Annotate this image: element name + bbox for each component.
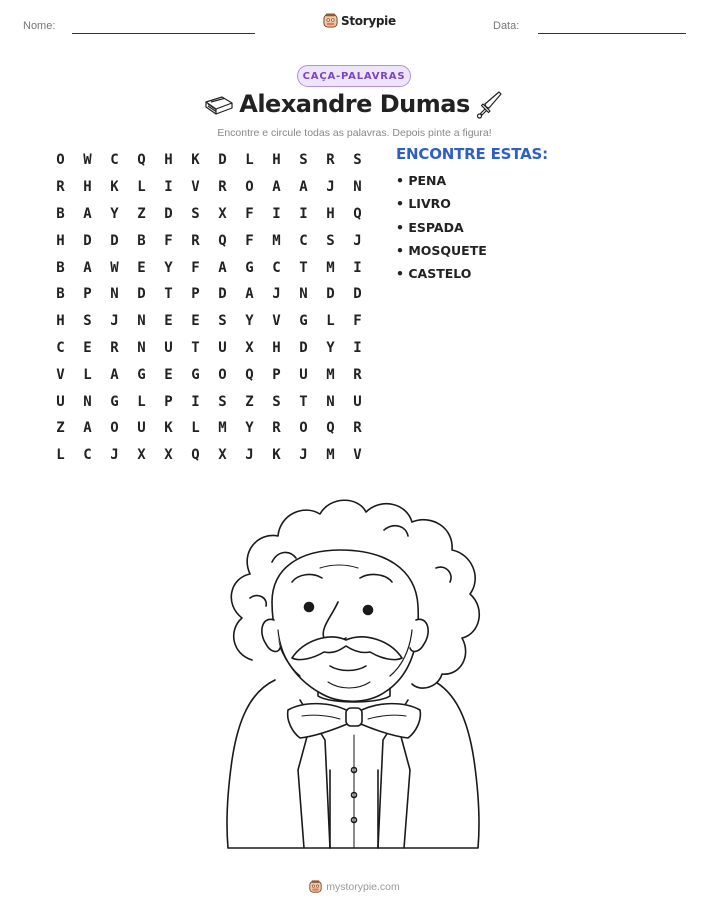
grid-cell[interactable]: A xyxy=(110,366,119,383)
grid-cell[interactable]: H xyxy=(56,232,65,249)
grid-cell[interactable]: W xyxy=(110,259,119,276)
grid-cell[interactable]: U xyxy=(137,420,146,437)
grid-cell[interactable]: D xyxy=(326,286,335,303)
grid-cell[interactable]: I xyxy=(353,259,362,276)
grid-cell[interactable]: X xyxy=(218,447,227,464)
grid-cell[interactable]: Y xyxy=(245,420,254,437)
grid-cell[interactable]: M xyxy=(326,366,335,383)
grid-cell[interactable]: I xyxy=(191,393,200,410)
grid-cell[interactable]: X xyxy=(137,447,146,464)
grid-cell[interactable]: I xyxy=(164,179,173,196)
name-label: Nome: xyxy=(23,20,56,32)
grid-cell[interactable]: Y xyxy=(326,339,335,356)
grid-cell[interactable]: N xyxy=(137,339,146,356)
grid-cell[interactable]: U xyxy=(299,366,308,383)
grid-cell[interactable]: G xyxy=(191,366,200,383)
grid-cell[interactable]: C xyxy=(110,152,119,169)
grid-cell[interactable]: D xyxy=(299,339,308,356)
grid-cell[interactable]: X xyxy=(164,447,173,464)
grid-cell[interactable]: D xyxy=(83,232,92,249)
footer-url[interactable]: mystorypie.com xyxy=(326,880,400,893)
grid-cell[interactable]: E xyxy=(164,366,173,383)
grid-cell[interactable]: V xyxy=(191,179,200,196)
grid-cell[interactable]: U xyxy=(218,339,227,356)
grid-cell[interactable]: O xyxy=(299,420,308,437)
word-item: • MOSQUETE xyxy=(396,242,487,258)
grid-cell[interactable]: D xyxy=(218,152,227,169)
grid-cell[interactable]: N xyxy=(137,313,146,330)
grid-cell[interactable]: I xyxy=(299,205,308,222)
grid-cell[interactable]: H xyxy=(164,152,173,169)
grid-cell[interactable]: A xyxy=(218,259,227,276)
grid-cell[interactable]: B xyxy=(56,286,65,303)
grid-cell[interactable]: F xyxy=(191,259,200,276)
grid-cell[interactable]: H xyxy=(83,179,92,196)
grid-cell[interactable]: E xyxy=(83,339,92,356)
grid-cell[interactable]: H xyxy=(272,339,281,356)
grid-cell[interactable]: Z xyxy=(137,205,146,222)
grid-cell[interactable]: R xyxy=(353,366,362,383)
grid-cell[interactable]: D xyxy=(218,286,227,303)
grid-cell[interactable]: T xyxy=(191,339,200,356)
grid-cell[interactable]: P xyxy=(272,366,281,383)
grid-cell[interactable]: M xyxy=(326,259,335,276)
grid-cell[interactable]: H xyxy=(326,205,335,222)
grid-cell[interactable]: L xyxy=(245,152,254,169)
grid-cell[interactable]: O xyxy=(56,152,65,169)
grid-cell[interactable]: T xyxy=(299,393,308,410)
brand-logo xyxy=(323,13,396,28)
grid-cell[interactable]: B xyxy=(56,205,65,222)
word-list-title: ENCONTRE ESTAS: xyxy=(396,145,548,163)
grid-cell[interactable]: G xyxy=(299,313,308,330)
grid-cell[interactable]: L xyxy=(56,447,65,464)
grid-cell[interactable]: F xyxy=(353,313,362,330)
grid-cell[interactable]: N xyxy=(326,393,335,410)
word-list xyxy=(396,172,487,288)
grid-cell[interactable]: L xyxy=(137,179,146,196)
grid-cell[interactable]: N xyxy=(83,393,92,410)
grid-cell[interactable]: V xyxy=(272,313,281,330)
grid-cell[interactable]: A xyxy=(83,205,92,222)
grid-cell[interactable]: R xyxy=(272,420,281,437)
brand-name: Storypie xyxy=(341,13,396,28)
grid-cell[interactable]: J xyxy=(245,447,254,464)
grid-cell[interactable]: F xyxy=(245,232,254,249)
date-field-line[interactable] xyxy=(538,33,686,34)
grid-cell[interactable]: E xyxy=(191,313,200,330)
grid-cell[interactable]: G xyxy=(245,259,254,276)
grid-cell[interactable]: U xyxy=(164,339,173,356)
grid-cell[interactable]: E xyxy=(164,313,173,330)
grid-cell[interactable]: A xyxy=(299,179,308,196)
grid-cell[interactable]: K xyxy=(191,152,200,169)
grid-cell[interactable]: F xyxy=(245,205,254,222)
grid-cell[interactable]: W xyxy=(83,152,92,169)
grid-cell[interactable]: G xyxy=(110,393,119,410)
grid-cell[interactable]: H xyxy=(56,313,65,330)
grid-cell[interactable]: V xyxy=(353,447,362,464)
grid-cell[interactable]: S xyxy=(218,393,227,410)
grid-cell[interactable]: S xyxy=(353,152,362,169)
grid-cell[interactable]: N xyxy=(353,179,362,196)
grid-cell[interactable]: U xyxy=(56,393,65,410)
grid-cell[interactable]: Z xyxy=(245,393,254,410)
grid-cell[interactable]: D xyxy=(164,205,173,222)
grid-cell[interactable]: X xyxy=(218,205,227,222)
grid-cell[interactable]: N xyxy=(299,286,308,303)
grid-cell[interactable]: C xyxy=(83,447,92,464)
grid-cell[interactable]: S xyxy=(326,232,335,249)
grid-cell[interactable]: O xyxy=(218,366,227,383)
grid-cell[interactable]: P xyxy=(164,393,173,410)
grid-cell[interactable]: M xyxy=(272,232,281,249)
grid-cell[interactable]: R xyxy=(218,179,227,196)
grid-cell[interactable]: I xyxy=(272,205,281,222)
word-item: • PENA xyxy=(396,173,447,188)
grid-cell[interactable]: J xyxy=(299,447,308,464)
grid-cell[interactable]: Y xyxy=(164,259,173,276)
footer xyxy=(0,880,709,893)
word-item: • CASTELO xyxy=(396,266,472,282)
grid-cell[interactable]: S xyxy=(191,205,200,222)
storypie-logo-icon xyxy=(323,13,338,28)
grid-cell[interactable]: D xyxy=(110,232,119,249)
grid-cell[interactable]: D xyxy=(353,286,362,303)
word-item: • ESPADA xyxy=(396,219,464,235)
instructions: Encontre e circule todas as palavras. Depois pinte a figura! xyxy=(217,127,492,139)
grid-cell[interactable]: Q xyxy=(326,420,335,437)
grid-cell[interactable]: A xyxy=(245,286,254,303)
grid-cell[interactable]: S xyxy=(218,313,227,330)
grid-cell[interactable]: L xyxy=(326,313,335,330)
date-label: Data: xyxy=(493,20,520,32)
grid-cell[interactable]: Y xyxy=(245,313,254,330)
grid-cell[interactable]: P xyxy=(191,286,200,303)
grid-cell[interactable]: L xyxy=(137,393,146,410)
grid-cell[interactable]: M xyxy=(218,420,227,437)
grid-cell[interactable]: C xyxy=(272,259,281,276)
grid-cell[interactable]: B xyxy=(56,259,65,276)
grid-cell[interactable]: J xyxy=(353,232,362,249)
grid-cell[interactable]: Q xyxy=(245,366,254,383)
grid-cell[interactable]: S xyxy=(83,313,92,330)
grid-cell[interactable]: R xyxy=(191,232,200,249)
name-field-line[interactable] xyxy=(72,33,255,34)
grid-cell[interactable]: V xyxy=(56,366,65,383)
grid-cell[interactable]: R xyxy=(110,339,119,356)
grid-cell[interactable]: Q xyxy=(137,152,146,169)
grid-cell[interactable]: I xyxy=(353,339,362,356)
grid-cell[interactable]: S xyxy=(299,152,308,169)
activity-badge: CAÇA-PALAVRAS xyxy=(297,65,411,87)
grid-cell[interactable]: U xyxy=(353,393,362,410)
grid-cell[interactable]: A xyxy=(83,259,92,276)
grid-cell[interactable]: R xyxy=(353,420,362,437)
grid-cell[interactable]: J xyxy=(272,286,281,303)
grid-cell[interactable]: X xyxy=(245,339,254,356)
grid-cell[interactable]: K xyxy=(272,447,281,464)
grid-cell[interactable]: Q xyxy=(218,232,227,249)
alexandre-dumas-coloring-illustration[interactable] xyxy=(180,470,530,860)
grid-cell[interactable]: J xyxy=(110,313,119,330)
grid-cell[interactable]: B xyxy=(137,232,146,249)
grid-cell[interactable]: K xyxy=(164,420,173,437)
grid-cell[interactable]: L xyxy=(83,366,92,383)
grid-cell[interactable]: O xyxy=(110,420,119,437)
grid-cell[interactable]: K xyxy=(110,179,119,196)
grid-cell[interactable]: E xyxy=(137,259,146,276)
grid-cell[interactable]: C xyxy=(56,339,65,356)
sword-icon xyxy=(476,90,504,120)
grid-cell[interactable]: Z xyxy=(56,420,65,437)
grid-cell[interactable]: O xyxy=(245,179,254,196)
grid-cell[interactable]: T xyxy=(164,286,173,303)
grid-cell[interactable]: L xyxy=(191,420,200,437)
grid-cell[interactable]: J xyxy=(110,447,119,464)
grid-cell[interactable]: R xyxy=(326,152,335,169)
grid-cell[interactable]: R xyxy=(56,179,65,196)
grid-cell[interactable]: Y xyxy=(110,205,119,222)
grid-cell[interactable]: P xyxy=(83,286,92,303)
grid-cell[interactable]: F xyxy=(164,232,173,249)
grid-cell[interactable]: M xyxy=(326,447,335,464)
grid-cell[interactable]: Q xyxy=(353,205,362,222)
grid-cell[interactable]: S xyxy=(272,393,281,410)
grid-cell[interactable]: J xyxy=(326,179,335,196)
grid-cell[interactable]: N xyxy=(110,286,119,303)
grid-cell[interactable]: C xyxy=(299,232,308,249)
grid-cell[interactable]: H xyxy=(272,152,281,169)
grid-cell[interactable]: A xyxy=(272,179,281,196)
word-item: • LIVRO xyxy=(396,196,451,212)
grid-cell[interactable]: Q xyxy=(191,447,200,464)
grid-cell[interactable]: T xyxy=(299,259,308,276)
grid-cell[interactable]: G xyxy=(137,366,146,383)
grid-cell[interactable]: D xyxy=(137,286,146,303)
storypie-logo-icon xyxy=(309,880,322,893)
page-title: Alexandre Dumas xyxy=(239,90,470,118)
word-search-grid[interactable] xyxy=(47,147,371,469)
grid-cell[interactable]: A xyxy=(83,420,92,437)
